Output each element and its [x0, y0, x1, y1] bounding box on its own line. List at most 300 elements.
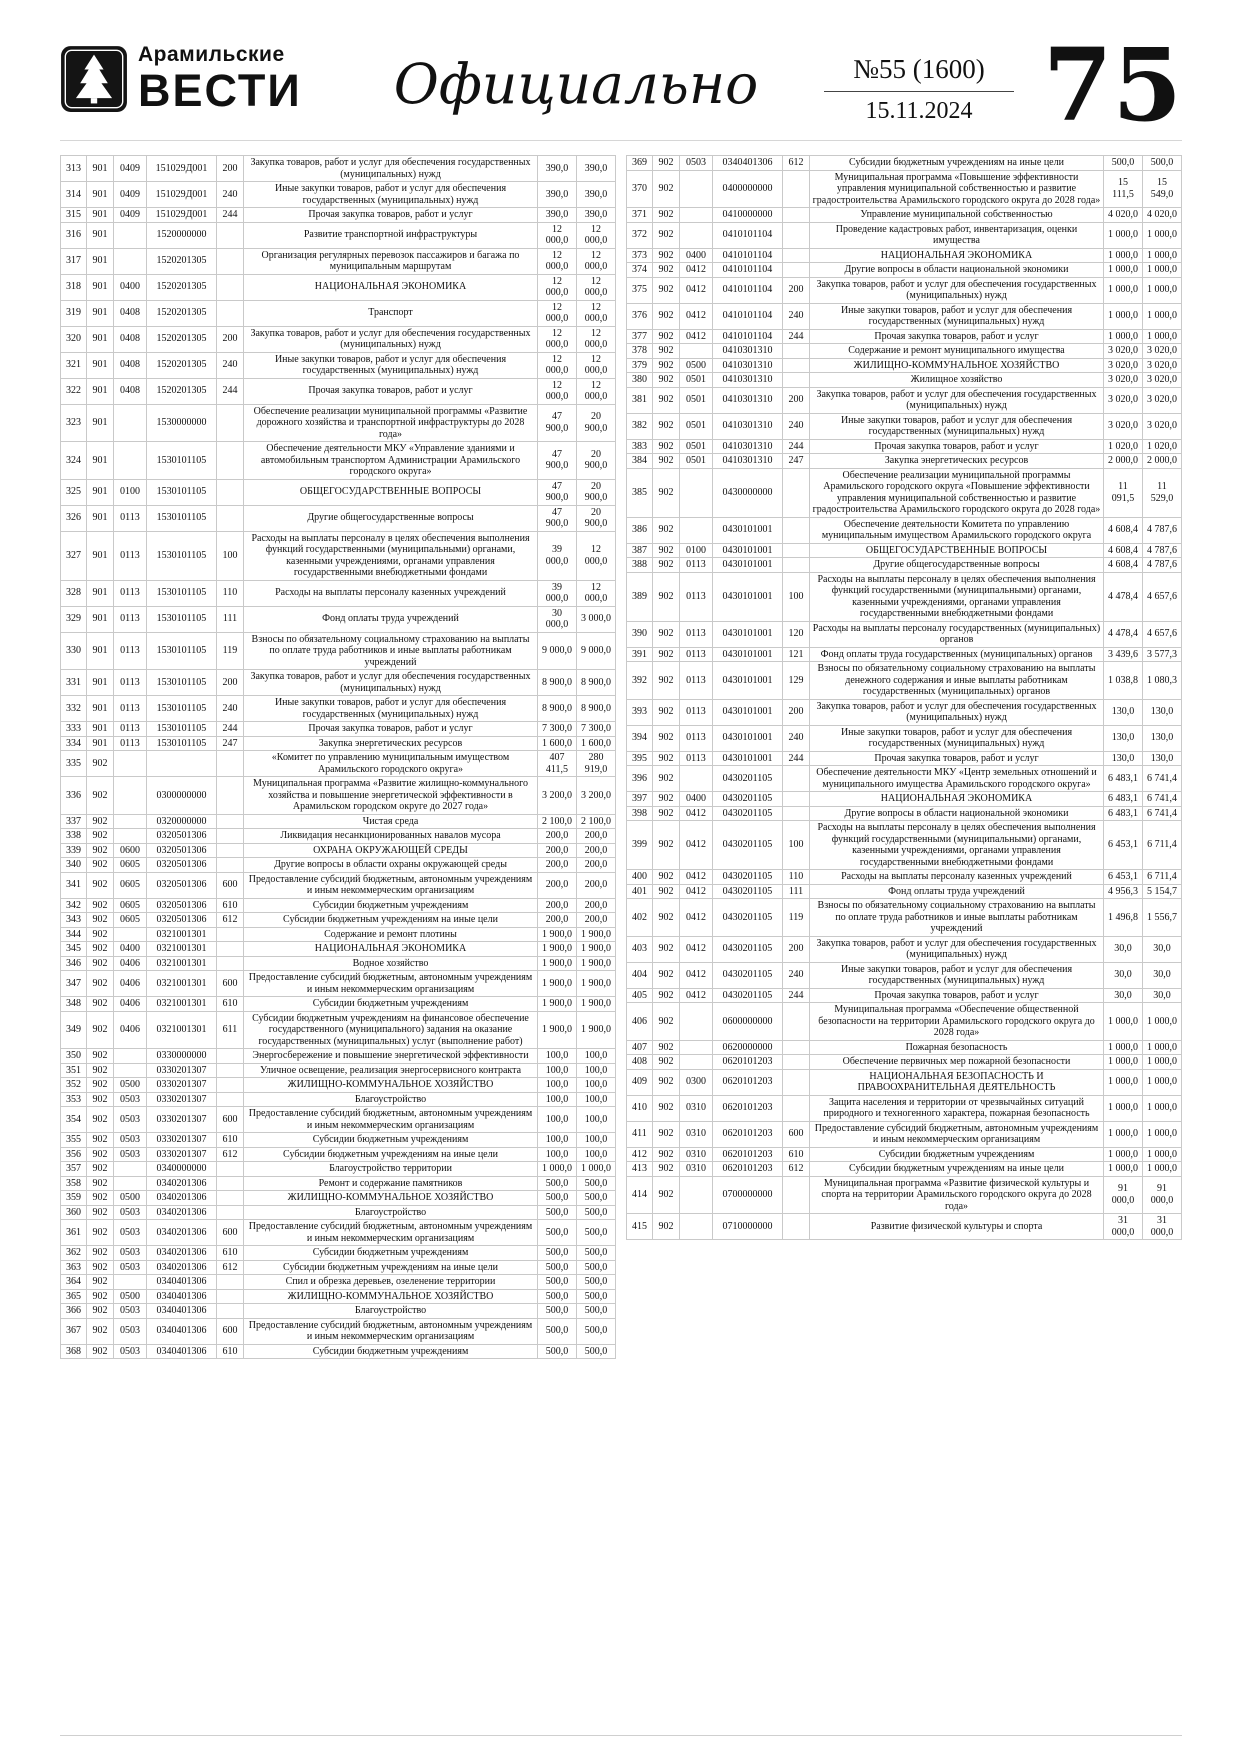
- row-number-cell: 392: [627, 662, 653, 700]
- target-article-cell: 0340401306: [147, 1318, 217, 1344]
- expense-type-cell: [783, 1055, 810, 1070]
- expense-type-cell: 244: [783, 988, 810, 1003]
- row-number-cell: 333: [61, 722, 87, 737]
- row-number-cell: 410: [627, 1095, 653, 1121]
- section-code-cell: 0412: [680, 329, 713, 344]
- amount-1-cell: 1 000,0: [1104, 1055, 1143, 1070]
- grbs-code-cell: 901: [87, 442, 114, 480]
- section-code-cell: 0406: [114, 1011, 147, 1049]
- table-row: [627, 1162, 1182, 1177]
- target-article-cell: 1530000000: [147, 404, 217, 442]
- section-code-cell: 0100: [114, 479, 147, 505]
- amount-2-cell: 130,0: [1143, 699, 1182, 725]
- section-code-cell: 0503: [114, 1318, 147, 1344]
- amount-1-cell: 500,0: [538, 1275, 577, 1290]
- expense-type-cell: 120: [783, 621, 810, 647]
- amount-2-cell: 7 300,0: [577, 722, 616, 737]
- section-code-cell: [680, 468, 713, 517]
- row-number-cell: 327: [61, 531, 87, 580]
- amount-1-cell: 47 900,0: [538, 505, 577, 531]
- expense-name-cell: Расходы на выплаты персоналу в целях обеспечения выполнения функций государственными (муниципальными) органами, казенными учреждениями, органами управления государственными внебюджетными фондами: [810, 821, 1104, 870]
- row-number-cell: 337: [61, 814, 87, 829]
- target-article-cell: 0430201105: [713, 962, 783, 988]
- expense-type-cell: [783, 806, 810, 821]
- table-row: [61, 404, 616, 442]
- expense-type-cell: [783, 1176, 810, 1214]
- target-article-cell: 0620101203: [713, 1162, 783, 1177]
- expense-type-cell: [217, 942, 244, 957]
- row-number-cell: 395: [627, 751, 653, 766]
- expense-type-cell: [783, 468, 810, 517]
- amount-2-cell: 1 900,0: [577, 971, 616, 997]
- grbs-code-cell: 902: [653, 156, 680, 171]
- grbs-code-cell: 902: [653, 1121, 680, 1147]
- expense-name-cell: Иные закупки товаров, работ и услуг для обеспечения государственных (муниципальных) нужд: [810, 303, 1104, 329]
- section-code-cell: [114, 777, 147, 815]
- section-code-cell: 0605: [114, 913, 147, 928]
- section-code-cell: 0503: [114, 1260, 147, 1275]
- target-article-cell: 0340401306: [147, 1275, 217, 1290]
- table-row: [627, 725, 1182, 751]
- grbs-code-cell: 902: [87, 1220, 114, 1246]
- expense-name-cell: Другие вопросы в области национальной экономики: [810, 263, 1104, 278]
- amount-1-cell: 47 900,0: [538, 404, 577, 442]
- grbs-code-cell: 902: [87, 1176, 114, 1191]
- grbs-code-cell: 902: [87, 1289, 114, 1304]
- amount-2-cell: 1 900,0: [577, 956, 616, 971]
- grbs-code-cell: 902: [653, 725, 680, 751]
- row-number-cell: 332: [61, 696, 87, 722]
- amount-2-cell: 1 000,0: [577, 1162, 616, 1177]
- expense-type-cell: [783, 1040, 810, 1055]
- amount-1-cell: 130,0: [1104, 699, 1143, 725]
- amount-2-cell: 200,0: [577, 843, 616, 858]
- amount-1-cell: 39 000,0: [538, 580, 577, 606]
- amount-2-cell: 4 787,6: [1143, 517, 1182, 543]
- expense-name-cell: Транспорт: [244, 300, 538, 326]
- section-code-cell: [114, 814, 147, 829]
- grbs-code-cell: 902: [87, 1246, 114, 1261]
- expense-name-cell: Содержание и ремонт плотины: [244, 927, 538, 942]
- table-row: [627, 899, 1182, 937]
- section-code-cell: 0310: [680, 1147, 713, 1162]
- target-article-cell: 0330201307: [147, 1133, 217, 1148]
- amount-2-cell: 3 200,0: [577, 777, 616, 815]
- table-row: [61, 1260, 616, 1275]
- expense-name-cell: Другие общегосударственные вопросы: [810, 558, 1104, 573]
- expense-name-cell: Иные закупки товаров, работ и услуг для обеспечения государственных (муниципальных) нужд: [810, 725, 1104, 751]
- section-code-cell: 0503: [114, 1246, 147, 1261]
- expense-type-cell: [783, 373, 810, 388]
- amount-2-cell: 12 000,0: [577, 326, 616, 352]
- expense-name-cell: Спил и обрезка деревьев, озеленение территории: [244, 1275, 538, 1290]
- section-code-cell: 0113: [114, 736, 147, 751]
- expense-name-cell: Взносы по обязательному социальному страхованию на выплаты по оплате труда работников и иные выплаты работникам учреждений: [244, 632, 538, 670]
- target-article-cell: 0620101203: [713, 1095, 783, 1121]
- amount-2-cell: 15 549,0: [1143, 170, 1182, 208]
- table-row: [627, 1069, 1182, 1095]
- row-number-cell: 404: [627, 962, 653, 988]
- expense-type-cell: [217, 1275, 244, 1290]
- target-article-cell: 0340401306: [147, 1289, 217, 1304]
- section-code-cell: 0113: [114, 531, 147, 580]
- expense-type-cell: [217, 1176, 244, 1191]
- expense-name-cell: Уличное освещение, реализация энергосервисного контракта: [244, 1063, 538, 1078]
- grbs-code-cell: 901: [87, 352, 114, 378]
- amount-2-cell: 2 000,0: [1143, 454, 1182, 469]
- section-code-cell: 0406: [114, 956, 147, 971]
- row-number-cell: 382: [627, 413, 653, 439]
- table-row: [627, 263, 1182, 278]
- row-number-cell: 397: [627, 792, 653, 807]
- target-article-cell: 1530101105: [147, 580, 217, 606]
- grbs-code-cell: 902: [653, 558, 680, 573]
- amount-1-cell: 3 020,0: [1104, 373, 1143, 388]
- amount-1-cell: 100,0: [538, 1063, 577, 1078]
- section-code-cell: 0408: [114, 352, 147, 378]
- grbs-code-cell: 901: [87, 326, 114, 352]
- table-row: [61, 606, 616, 632]
- table-row: [61, 670, 616, 696]
- amount-2-cell: 30,0: [1143, 988, 1182, 1003]
- row-number-cell: 320: [61, 326, 87, 352]
- expense-type-cell: [217, 1289, 244, 1304]
- amount-2-cell: 3 000,0: [577, 606, 616, 632]
- amount-2-cell: 390,0: [577, 182, 616, 208]
- target-article-cell: 0430201105: [713, 884, 783, 899]
- target-article-cell: 0340201306: [147, 1191, 217, 1206]
- grbs-code-cell: 902: [653, 170, 680, 208]
- target-article-cell: 1520201305: [147, 326, 217, 352]
- table-row: [61, 156, 616, 182]
- expense-name-cell: Расходы на выплаты персоналу казенных учреждений: [244, 580, 538, 606]
- table-row: [627, 806, 1182, 821]
- row-number-cell: 370: [627, 170, 653, 208]
- table-row: [627, 543, 1182, 558]
- row-number-cell: 358: [61, 1176, 87, 1191]
- amount-2-cell: 1 900,0: [577, 997, 616, 1012]
- table-row: [627, 170, 1182, 208]
- target-article-cell: 0330201307: [147, 1107, 217, 1133]
- grbs-code-cell: 902: [87, 913, 114, 928]
- table-row: [61, 352, 616, 378]
- expense-name-cell: Обеспечение деятельности МКУ «Центр земельных отношений и муниципального имущества Арамильского городского округа»: [810, 766, 1104, 792]
- amount-2-cell: 100,0: [577, 1107, 616, 1133]
- expense-type-cell: [217, 1304, 244, 1319]
- row-number-cell: 335: [61, 751, 87, 777]
- target-article-cell: 0321001301: [147, 927, 217, 942]
- expense-name-cell: Взносы по обязательному социальному страхованию на выплаты денежного содержания и иные выплаты работникам государственных (муниципальных) органов: [810, 662, 1104, 700]
- row-number-cell: 401: [627, 884, 653, 899]
- target-article-cell: 1520201305: [147, 352, 217, 378]
- section-code-cell: 0501: [680, 413, 713, 439]
- amount-2-cell: 3 020,0: [1143, 413, 1182, 439]
- section-code-cell: [114, 1049, 147, 1064]
- amount-1-cell: 500,0: [538, 1205, 577, 1220]
- row-number-cell: 362: [61, 1246, 87, 1261]
- row-number-cell: 330: [61, 632, 87, 670]
- table-row: [61, 208, 616, 223]
- table-row: [61, 777, 616, 815]
- budget-table-left: [60, 155, 616, 1359]
- section-code-cell: 0409: [114, 156, 147, 182]
- section-code-cell: [680, 1214, 713, 1240]
- expense-type-cell: [783, 1095, 810, 1121]
- expense-type-cell: [217, 248, 244, 274]
- row-number-cell: 341: [61, 872, 87, 898]
- expense-type-cell: [217, 300, 244, 326]
- expense-type-cell: 240: [217, 352, 244, 378]
- expense-type-cell: 240: [783, 303, 810, 329]
- target-article-cell: 0340201306: [147, 1205, 217, 1220]
- expense-name-cell: Развитие физической культуры и спорта: [810, 1214, 1104, 1240]
- row-number-cell: 346: [61, 956, 87, 971]
- expense-type-cell: 610: [217, 1246, 244, 1261]
- expense-name-cell: Благоустройство территории: [244, 1162, 538, 1177]
- amount-1-cell: 1 000,0: [1104, 329, 1143, 344]
- expense-name-cell: Водное хозяйство: [244, 956, 538, 971]
- grbs-code-cell: 902: [653, 662, 680, 700]
- grbs-code-cell: 902: [653, 1069, 680, 1095]
- amount-2-cell: 6 741,4: [1143, 792, 1182, 807]
- amount-2-cell: 11 529,0: [1143, 468, 1182, 517]
- target-article-cell: 0410301310: [713, 358, 783, 373]
- section-code-cell: [680, 344, 713, 359]
- amount-2-cell: 500,0: [577, 1220, 616, 1246]
- section-code-cell: 0113: [114, 722, 147, 737]
- expense-type-cell: [217, 751, 244, 777]
- amount-2-cell: 1 080,3: [1143, 662, 1182, 700]
- section-code-cell: 0113: [680, 572, 713, 621]
- target-article-cell: 0430101001: [713, 662, 783, 700]
- expense-name-cell: Энергосбережение и повышение энергетической эффективности: [244, 1049, 538, 1064]
- amount-2-cell: 200,0: [577, 858, 616, 873]
- grbs-code-cell: 902: [87, 942, 114, 957]
- grbs-code-cell: 902: [653, 572, 680, 621]
- target-article-cell: 0430201105: [713, 899, 783, 937]
- grbs-code-cell: 902: [653, 344, 680, 359]
- row-number-cell: 415: [627, 1214, 653, 1240]
- amount-1-cell: 1 000,0: [1104, 263, 1143, 278]
- row-number-cell: 409: [627, 1069, 653, 1095]
- target-article-cell: 1530101105: [147, 606, 217, 632]
- amount-1-cell: 12 000,0: [538, 300, 577, 326]
- grbs-code-cell: 902: [87, 927, 114, 942]
- grbs-code-cell: 902: [653, 248, 680, 263]
- table-row: [627, 222, 1182, 248]
- target-article-cell: 0430201105: [713, 870, 783, 885]
- target-article-cell: 0430101001: [713, 572, 783, 621]
- section-code-cell: 0400: [680, 792, 713, 807]
- expense-name-cell: Муниципальная программа «Развитие жилищно-коммунального хозяйства и повышение энергетической эффективности в Арамильском городском округе до 2027 года»: [244, 777, 538, 815]
- grbs-code-cell: 901: [87, 670, 114, 696]
- grbs-code-cell: 901: [87, 722, 114, 737]
- grbs-code-cell: 902: [87, 1162, 114, 1177]
- grbs-code-cell: 902: [87, 1133, 114, 1148]
- expense-name-cell: НАЦИОНАЛЬНАЯ ЭКОНОМИКА: [244, 942, 538, 957]
- row-number-cell: 356: [61, 1147, 87, 1162]
- target-article-cell: 0340401306: [147, 1304, 217, 1319]
- row-number-cell: 390: [627, 621, 653, 647]
- expense-name-cell: Закупка товаров, работ и услуг для обеспечения государственных (муниципальных) нужд: [810, 699, 1104, 725]
- amount-2-cell: 30,0: [1143, 962, 1182, 988]
- table-row: [61, 1246, 616, 1261]
- table-row: [61, 913, 616, 928]
- amount-1-cell: 8 900,0: [538, 696, 577, 722]
- expense-type-cell: [217, 1162, 244, 1177]
- row-number-cell: 345: [61, 942, 87, 957]
- amount-1-cell: 6 483,1: [1104, 766, 1143, 792]
- expense-name-cell: ОБЩЕГОСУДАРСТВЕННЫЕ ВОПРОСЫ: [810, 543, 1104, 558]
- target-article-cell: 0340201306: [147, 1220, 217, 1246]
- section-code-cell: 0412: [680, 277, 713, 303]
- amount-2-cell: 20 900,0: [577, 404, 616, 442]
- expense-type-cell: [783, 263, 810, 278]
- expense-type-cell: [217, 1049, 244, 1064]
- target-article-cell: 151029Д001: [147, 208, 217, 223]
- expense-name-cell: Чистая среда: [244, 814, 538, 829]
- amount-1-cell: 500,0: [538, 1191, 577, 1206]
- amount-1-cell: 3 020,0: [1104, 344, 1143, 359]
- amount-2-cell: 100,0: [577, 1078, 616, 1093]
- section-code-cell: [680, 766, 713, 792]
- expense-name-cell: Субсидии бюджетным учреждениям: [244, 898, 538, 913]
- table-row: [627, 962, 1182, 988]
- row-number-cell: 350: [61, 1049, 87, 1064]
- amount-1-cell: 1 000,0: [1104, 1121, 1143, 1147]
- amount-2-cell: 1 000,0: [1143, 248, 1182, 263]
- amount-1-cell: 1 000,0: [538, 1162, 577, 1177]
- grbs-code-cell: 902: [87, 858, 114, 873]
- target-article-cell: 1530101105: [147, 670, 217, 696]
- row-number-cell: 414: [627, 1176, 653, 1214]
- amount-2-cell: 100,0: [577, 1092, 616, 1107]
- table-row: [61, 843, 616, 858]
- amount-1-cell: 1 000,0: [1104, 1040, 1143, 1055]
- target-article-cell: 0330201307: [147, 1092, 217, 1107]
- target-article-cell: 0430101001: [713, 558, 783, 573]
- amount-1-cell: 6 483,1: [1104, 792, 1143, 807]
- amount-1-cell: 500,0: [538, 1289, 577, 1304]
- row-number-cell: 359: [61, 1191, 87, 1206]
- grbs-code-cell: 901: [87, 248, 114, 274]
- amount-1-cell: 390,0: [538, 156, 577, 182]
- target-article-cell: 0430201105: [713, 792, 783, 807]
- amount-2-cell: 12 000,0: [577, 580, 616, 606]
- grbs-code-cell: 902: [653, 1147, 680, 1162]
- section-code-cell: [114, 1162, 147, 1177]
- expense-type-cell: 100: [783, 821, 810, 870]
- section-code-cell: 0100: [680, 543, 713, 558]
- target-article-cell: 0320501306: [147, 843, 217, 858]
- table-row: [61, 927, 616, 942]
- table-row: [61, 326, 616, 352]
- expense-type-cell: 240: [217, 696, 244, 722]
- grbs-code-cell: 902: [653, 936, 680, 962]
- target-article-cell: 1530101105: [147, 531, 217, 580]
- table-row: [61, 1205, 616, 1220]
- amount-2-cell: 1 600,0: [577, 736, 616, 751]
- expense-name-cell: Благоустройство: [244, 1205, 538, 1220]
- table-row: [627, 1095, 1182, 1121]
- table-row: [627, 329, 1182, 344]
- amount-2-cell: 6 741,4: [1143, 766, 1182, 792]
- table-row: [61, 531, 616, 580]
- amount-2-cell: 200,0: [577, 898, 616, 913]
- section-code-cell: 0412: [680, 884, 713, 899]
- target-article-cell: 1530101105: [147, 696, 217, 722]
- row-number-cell: 369: [627, 156, 653, 171]
- target-article-cell: 151029Д001: [147, 182, 217, 208]
- section-code-cell: 0501: [680, 373, 713, 388]
- target-article-cell: 1520201305: [147, 274, 217, 300]
- target-article-cell: 0710000000: [713, 1214, 783, 1240]
- amount-2-cell: 9 000,0: [577, 632, 616, 670]
- row-number-cell: 413: [627, 1162, 653, 1177]
- target-article-cell: 0320501306: [147, 829, 217, 844]
- table-row: [61, 696, 616, 722]
- table-row: [61, 1220, 616, 1246]
- table-row: [627, 988, 1182, 1003]
- section-code-cell: 0113: [680, 699, 713, 725]
- amount-1-cell: 6 453,1: [1104, 870, 1143, 885]
- row-number-cell: 402: [627, 899, 653, 937]
- amount-1-cell: 3 439,6: [1104, 647, 1143, 662]
- grbs-code-cell: 902: [87, 1147, 114, 1162]
- target-article-cell: 0321001301: [147, 997, 217, 1012]
- brand-text: [138, 43, 302, 116]
- grbs-code-cell: 902: [653, 884, 680, 899]
- target-article-cell: 0340201306: [147, 1246, 217, 1261]
- expense-name-cell: Предоставление субсидий бюджетным, автономным учреждениям и иным некоммерческим организациям: [244, 1107, 538, 1133]
- amount-2-cell: 30,0: [1143, 936, 1182, 962]
- expense-name-cell: Иные закупки товаров, работ и услуг для обеспечения государственных (муниципальных) нужд: [244, 696, 538, 722]
- expense-type-cell: [783, 558, 810, 573]
- table-row: [61, 1063, 616, 1078]
- expense-type-cell: 600: [217, 1318, 244, 1344]
- expense-type-cell: 247: [783, 454, 810, 469]
- expense-name-cell: Обеспечение первичных мер пожарной безопасности: [810, 1055, 1104, 1070]
- expense-type-cell: [217, 274, 244, 300]
- row-number-cell: 363: [61, 1260, 87, 1275]
- expense-type-cell: [783, 517, 810, 543]
- section-code-cell: 0605: [114, 858, 147, 873]
- grbs-code-cell: 901: [87, 606, 114, 632]
- row-number-cell: 399: [627, 821, 653, 870]
- section-code-cell: 0400: [114, 942, 147, 957]
- amount-1-cell: 4 020,0: [1104, 208, 1143, 223]
- section-code-cell: [680, 517, 713, 543]
- target-article-cell: 1530101105: [147, 722, 217, 737]
- section-code-cell: 0113: [114, 580, 147, 606]
- row-number-cell: 380: [627, 373, 653, 388]
- expense-type-cell: [217, 814, 244, 829]
- section-code-cell: [114, 1275, 147, 1290]
- amount-2-cell: 390,0: [577, 156, 616, 182]
- table-row: [61, 858, 616, 873]
- table-row: [627, 766, 1182, 792]
- expense-name-cell: Субсидии бюджетным учреждениям: [244, 1344, 538, 1359]
- row-number-cell: 367: [61, 1318, 87, 1344]
- section-code-cell: 0406: [114, 997, 147, 1012]
- expense-type-cell: 200: [783, 277, 810, 303]
- section-code-cell: 0408: [114, 326, 147, 352]
- amount-2-cell: 3 577,3: [1143, 647, 1182, 662]
- grbs-code-cell: 902: [653, 962, 680, 988]
- expense-type-cell: 200: [783, 699, 810, 725]
- row-number-cell: 385: [627, 468, 653, 517]
- table-row: [627, 572, 1182, 621]
